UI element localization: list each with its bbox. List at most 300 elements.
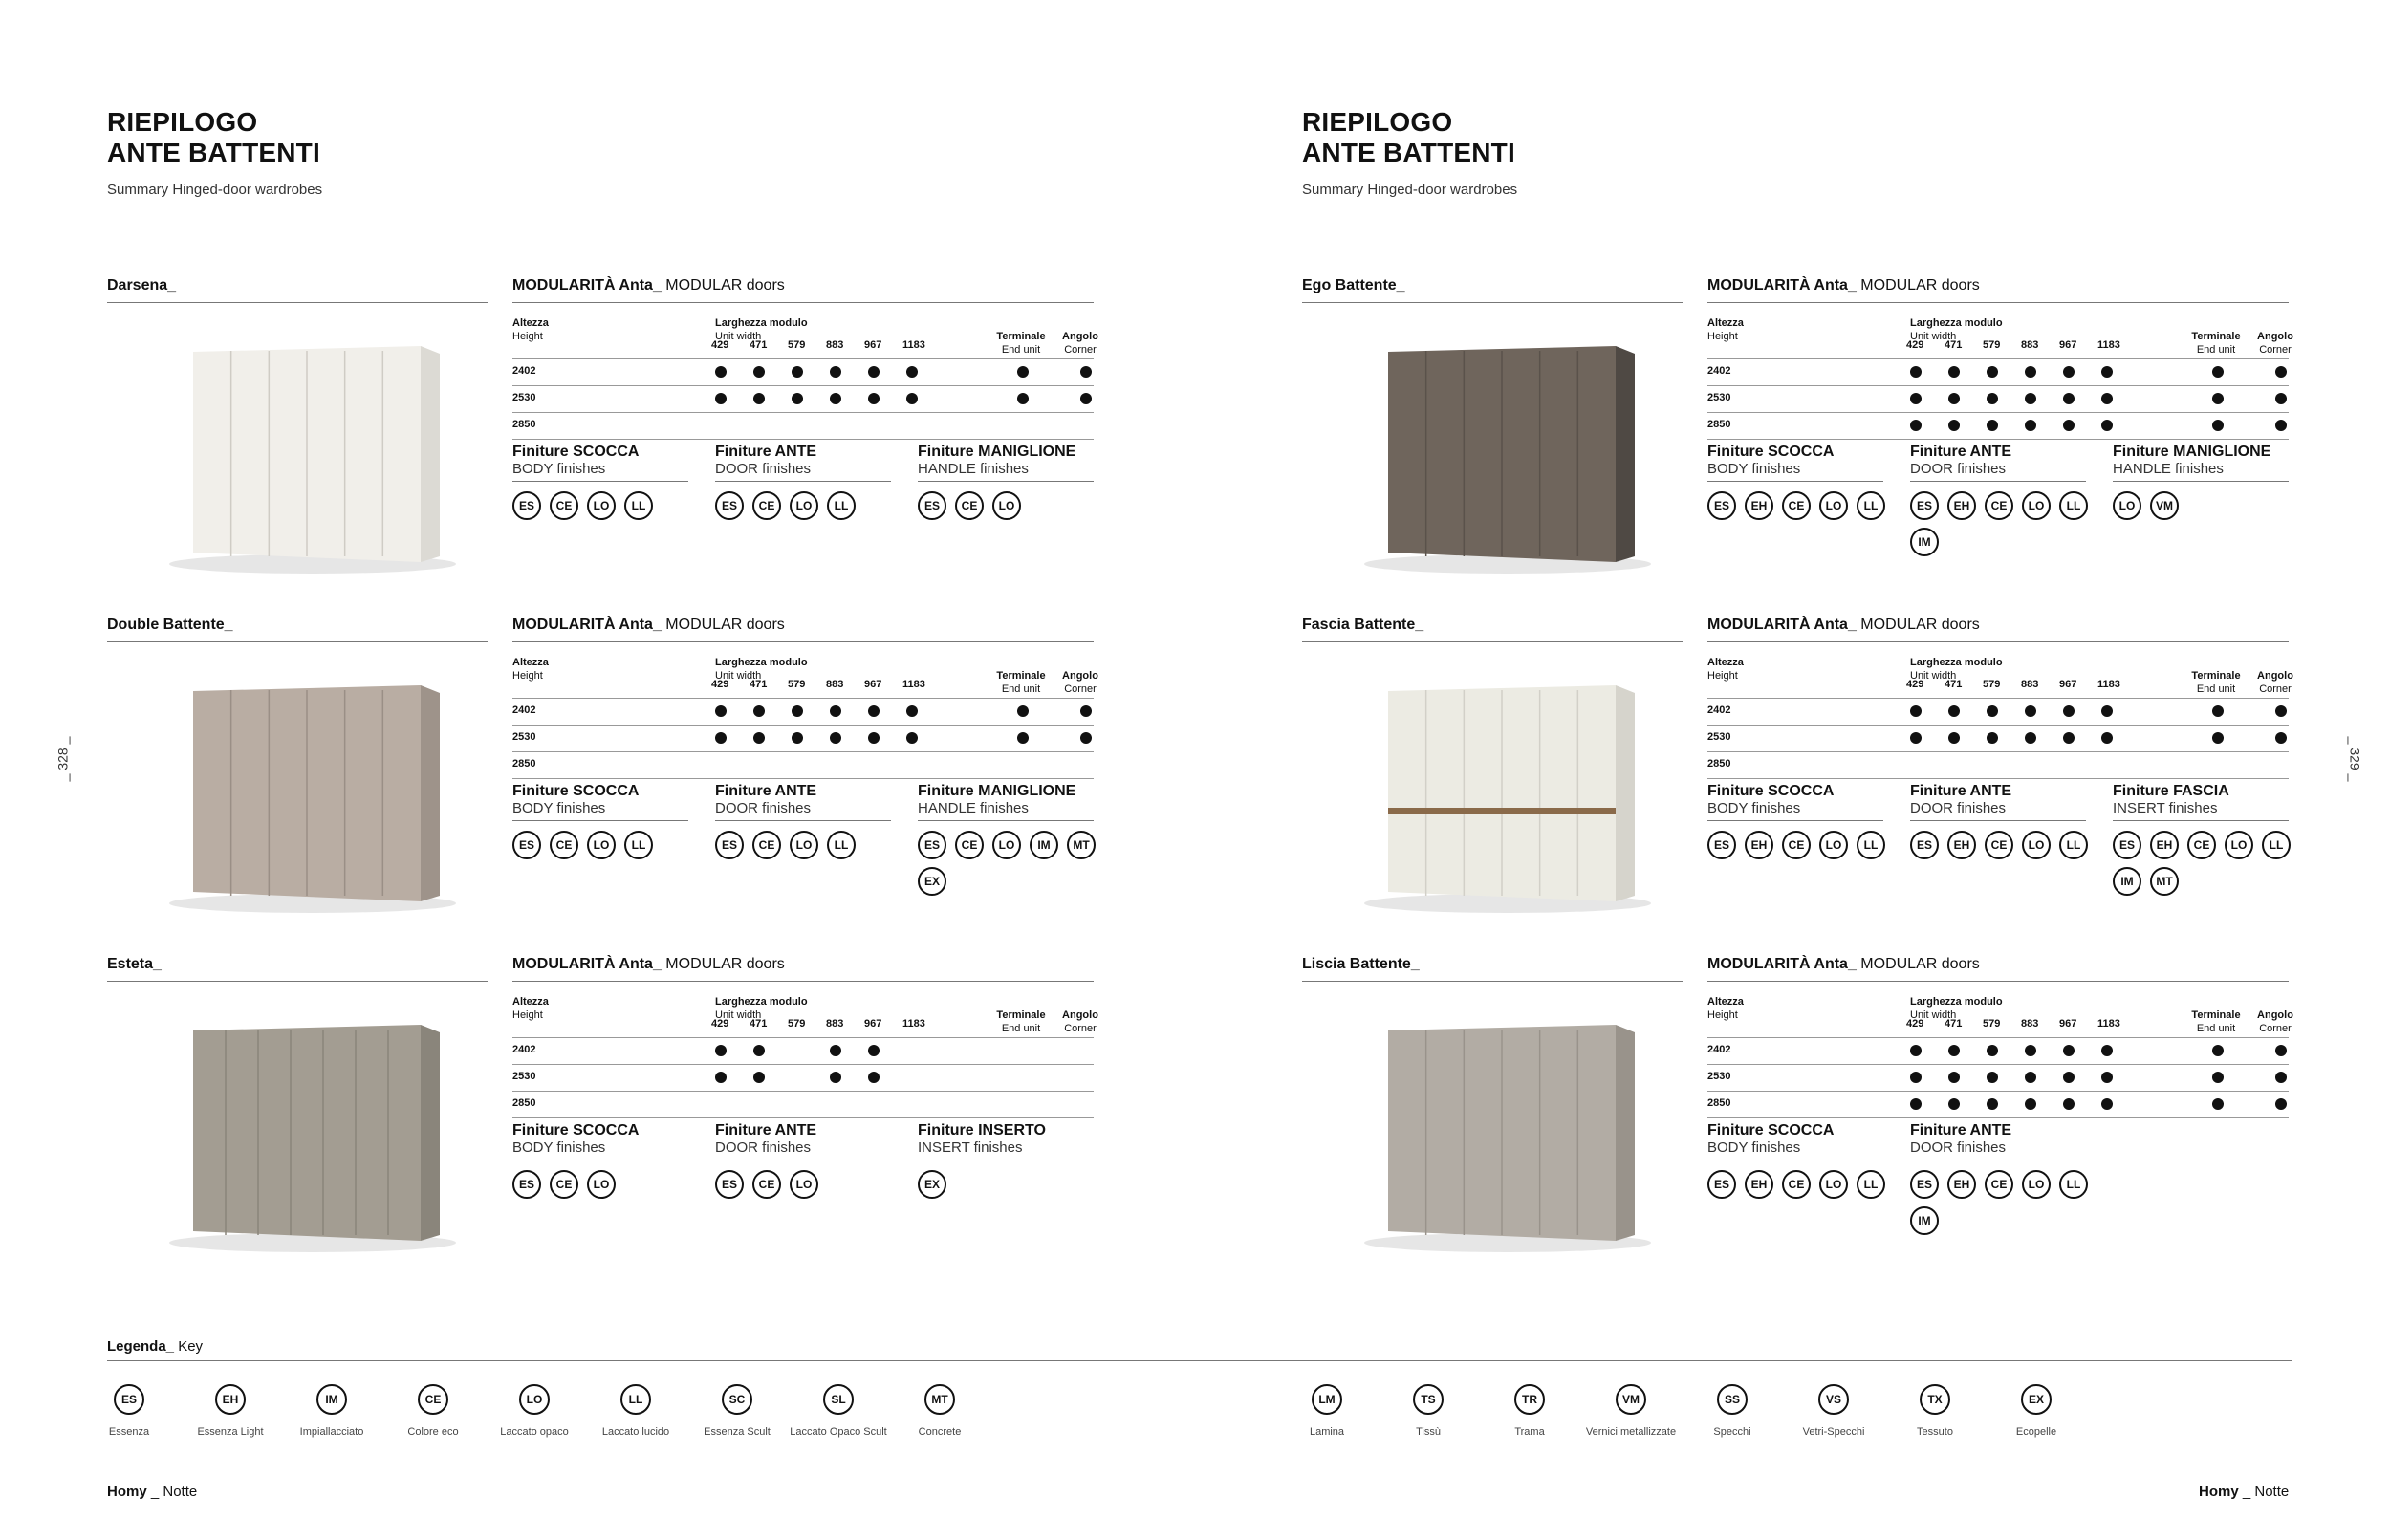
finish-sub: BODY finishes [1707, 461, 1883, 482]
product-image [155, 325, 461, 583]
finish-group [715, 444, 891, 520]
corner-sub: Corner [1064, 1023, 1097, 1034]
availability-dot [2025, 366, 2036, 378]
finish-code-badge: LL [2262, 831, 2291, 859]
height-sub: Height [512, 331, 543, 342]
finish-codes [918, 831, 1099, 896]
width-value: 471 [1945, 339, 1963, 351]
table-row [512, 385, 1094, 412]
finish-code-badge: ES [715, 831, 744, 859]
availability-dot [1987, 1072, 1998, 1083]
product-image [155, 1004, 461, 1262]
width-label: Larghezza modulo [1910, 996, 2003, 1008]
finish-codes [1707, 491, 1889, 520]
finish-code-badge: CE [1985, 1170, 2013, 1199]
availability-dot [1080, 366, 1092, 378]
table-header [512, 982, 1098, 1037]
finish-title: Finiture SCOCCA [1707, 444, 1835, 460]
availability-dot [1948, 393, 1960, 404]
finish-codes [512, 1170, 694, 1199]
availability-dot [753, 393, 765, 404]
finish-code-badge: CE [1985, 491, 2013, 520]
width-value: 471 [750, 679, 768, 690]
availability-dot [1910, 1072, 1922, 1083]
legend-code-badge: MT [924, 1384, 955, 1415]
finish-code-badge: EH [1745, 491, 1773, 520]
availability-dot [753, 1072, 765, 1083]
availability-dot [2025, 1045, 2036, 1056]
end-unit-header [987, 669, 1055, 696]
width-value: 471 [750, 1018, 768, 1030]
availability-dot [2101, 393, 2113, 404]
finish-title: Finiture MANIGLIONE [2113, 444, 2271, 460]
availability-dot [715, 366, 727, 378]
legend-code-badge: LO [519, 1384, 550, 1415]
finish-codes [512, 491, 694, 520]
availability-dot [906, 366, 918, 378]
finish-codes [2113, 491, 2294, 520]
finish-code-badge: MT [2150, 867, 2179, 896]
availability-dot [753, 1045, 765, 1056]
availability-dot [792, 393, 803, 404]
finish-group [1910, 1122, 2086, 1235]
product-block [107, 617, 1098, 951]
width-value: 967 [2059, 679, 2077, 690]
corner-label: Angolo [1062, 670, 1098, 682]
finish-code-badge: LO [2022, 1170, 2051, 1199]
table-row [512, 1064, 1094, 1091]
finish-group [1910, 444, 2086, 556]
height-header [512, 995, 549, 1022]
legend-item [1969, 1384, 2103, 1438]
corner-header [2249, 330, 2302, 357]
table-row [512, 751, 1094, 779]
product-image [1350, 1004, 1656, 1262]
legend-code-label: Vetri-Specchi [1802, 1426, 1865, 1438]
finish-code-badge: LL [827, 831, 856, 859]
legend-title-label: Legenda_ [107, 1338, 175, 1355]
product-name: Liscia Battente_ [1302, 956, 1683, 982]
availability-dot [868, 1072, 880, 1083]
modular-sub: MODULAR doors [665, 956, 785, 972]
legend-code-label: Laccato lucido [601, 1426, 670, 1438]
width-label: Larghezza modulo [715, 317, 808, 329]
product-name: Ego Battente_ [1302, 277, 1683, 303]
legend-code-badge: LM [1312, 1384, 1342, 1415]
wardrobe-image [155, 1004, 461, 1262]
legend-code-badge: TS [1413, 1384, 1444, 1415]
finish-code-badge: LL [1857, 491, 1885, 520]
wardrobe-image [1350, 1004, 1656, 1262]
end-sub: End unit [2196, 344, 2236, 356]
height-label: Altezza [1707, 996, 1744, 1008]
table-row [1707, 698, 2289, 725]
availability-dot [1948, 420, 1960, 431]
availability-dot [792, 366, 803, 378]
page-title [1302, 107, 1515, 168]
height-header [1707, 995, 1744, 1022]
availability-dot [906, 705, 918, 717]
finish-code-badge: EX [918, 1170, 946, 1199]
availability-dot [2275, 1045, 2287, 1056]
availability-dot [753, 732, 765, 744]
finish-codes [918, 491, 1099, 520]
availability-dot [2063, 366, 2075, 378]
width-value: 579 [1983, 1018, 2001, 1030]
finish-codes [1910, 831, 2092, 859]
product-block [1302, 956, 2293, 1291]
finish-sub: DOOR finishes [715, 1139, 891, 1160]
end-label: Terminale [2191, 1009, 2241, 1021]
product-block [1302, 277, 2293, 612]
finish-code-badge: CE [550, 831, 578, 859]
modular-sub: MODULAR doors [665, 277, 785, 293]
finish-sub: DOOR finishes [715, 461, 891, 482]
finish-code-badge: LO [587, 1170, 616, 1199]
height-sub: Height [512, 670, 543, 682]
finish-group [2113, 783, 2289, 896]
finish-code-badge: CE [2187, 831, 2216, 859]
height-label: Altezza [512, 657, 549, 668]
row-height: 2850 [512, 758, 536, 770]
title-line-1: RIEPILOGO [107, 107, 258, 137]
finish-group [918, 783, 1094, 896]
table-row [1707, 1064, 2289, 1091]
availability-table [1707, 358, 2289, 440]
legend-code-label: Essenza Scult [704, 1426, 771, 1438]
availability-dot [1948, 366, 1960, 378]
modular-heading [512, 956, 1094, 982]
finish-code-badge: ES [918, 831, 946, 859]
availability-dot [868, 705, 880, 717]
height-label: Altezza [1707, 317, 1744, 329]
availability-dot [2101, 1098, 2113, 1110]
width-value: 1183 [902, 679, 925, 690]
product-block [107, 956, 1098, 1291]
availability-dot [1910, 393, 1922, 404]
finish-code-badge: EH [1947, 491, 1976, 520]
table-row [512, 358, 1094, 385]
corner-label: Angolo [1062, 1009, 1098, 1021]
row-height: 2850 [512, 419, 536, 430]
product-block [1302, 617, 2293, 951]
finish-sub: BODY finishes [512, 1139, 688, 1160]
availability-dot [715, 393, 727, 404]
legend-code-label: Vernici metallizzate [1585, 1426, 1677, 1438]
finish-group [1910, 783, 2086, 859]
width-value: 429 [711, 679, 729, 690]
end-unit-header [2182, 669, 2250, 696]
availability-table [1707, 1037, 2289, 1118]
width-value: 579 [788, 339, 806, 351]
finish-code-badge: ES [1707, 491, 1736, 520]
finish-code-badge: EH [2150, 831, 2179, 859]
product-image [1350, 325, 1656, 583]
row-height: 2530 [1707, 392, 1731, 403]
availability-dot [715, 732, 727, 744]
finish-code-badge: LO [2225, 831, 2253, 859]
finish-title: Finiture SCOCCA [512, 1122, 640, 1139]
availability-dot [2101, 366, 2113, 378]
page-subtitle: Summary Hinged-door wardrobes [107, 182, 323, 198]
product-name: Darsena_ [107, 277, 488, 303]
finish-code-badge: LO [587, 831, 616, 859]
end-unit-header [987, 1009, 1055, 1035]
finish-code-badge: LL [624, 831, 653, 859]
row-height: 2402 [512, 1044, 536, 1055]
availability-dot [1948, 1072, 1960, 1083]
finish-group [512, 444, 688, 520]
corner-header [2249, 1009, 2302, 1035]
width-value: 883 [826, 1018, 844, 1030]
modular-heading [512, 617, 1094, 642]
table-header [1707, 642, 2293, 698]
modular-sub: MODULAR doors [1860, 956, 1980, 972]
availability-dot [2063, 393, 2075, 404]
finish-title: Finiture ANTE [715, 783, 817, 799]
finish-group [2113, 444, 2289, 520]
finish-codes [918, 1170, 1099, 1199]
finish-code-badge: ES [2113, 831, 2141, 859]
end-sub: End unit [1001, 1023, 1041, 1034]
right-page [1195, 0, 2390, 1540]
wardrobe-image [155, 664, 461, 922]
table-row [1707, 1091, 2289, 1118]
end-label: Terminale [996, 331, 1046, 342]
width-label: Larghezza modulo [1910, 657, 2003, 668]
width-value: 1183 [902, 339, 925, 351]
width-value: 1183 [2097, 339, 2120, 351]
row-height: 2530 [1707, 1071, 1731, 1082]
width-value: 883 [826, 679, 844, 690]
availability-dot [830, 705, 841, 717]
finish-title: Finiture ANTE [1910, 783, 2012, 799]
width-value: 429 [711, 339, 729, 351]
availability-dot [2275, 732, 2287, 744]
table-row [1707, 358, 2289, 385]
legend-code-label: Impiallacciato [299, 1426, 364, 1438]
availability-dot [2212, 1045, 2224, 1056]
height-header [1707, 656, 1744, 683]
finish-sub: INSERT finishes [2113, 800, 2289, 821]
footer-sep: _ [2238, 1484, 2255, 1500]
availability-table [512, 698, 1094, 779]
availability-dot [2275, 705, 2287, 717]
legend-code-label: Essenza [108, 1426, 150, 1438]
finish-code-badge: LL [827, 491, 856, 520]
availability-dot [830, 1045, 841, 1056]
finish-group [1707, 444, 1883, 520]
legend-code-badge: SS [1717, 1384, 1748, 1415]
finish-sub: BODY finishes [512, 461, 688, 482]
availability-dot [1948, 1045, 1960, 1056]
table-row [512, 1037, 1094, 1064]
finish-code-badge: VM [2150, 491, 2179, 520]
finish-sub: BODY finishes [1707, 800, 1883, 821]
finish-title: Finiture MANIGLIONE [918, 783, 1076, 799]
finish-code-badge: CE [1782, 1170, 1811, 1199]
modularity-spec [512, 956, 1098, 1191]
finish-code-badge: CE [550, 491, 578, 520]
availability-dot [1987, 366, 1998, 378]
availability-dot [715, 705, 727, 717]
finish-codes [1910, 1170, 2092, 1235]
finish-code-badge: EH [1947, 831, 1976, 859]
finish-code-badge: CE [752, 1170, 781, 1199]
row-height: 2530 [1707, 731, 1731, 743]
table-row [1707, 1037, 2289, 1064]
width-value: 579 [1983, 679, 2001, 690]
finish-code-badge: CE [550, 1170, 578, 1199]
modular-sub: MODULAR doors [665, 617, 785, 633]
finish-sub: DOOR finishes [715, 800, 891, 821]
modularity-spec [1707, 617, 2293, 888]
width-label: Larghezza modulo [715, 657, 808, 668]
wardrobe-image [155, 325, 461, 583]
availability-dot [868, 366, 880, 378]
end-label: Terminale [996, 1009, 1046, 1021]
modularity-spec [512, 277, 1098, 512]
table-row [1707, 412, 2289, 440]
availability-dot [1948, 1098, 1960, 1110]
finish-code-badge: EH [1745, 1170, 1773, 1199]
finish-codes [1707, 1170, 1889, 1199]
availability-dot [2025, 420, 2036, 431]
width-value: 967 [864, 339, 882, 351]
end-sub: End unit [1001, 683, 1041, 695]
legend-code-badge: VM [1616, 1384, 1646, 1415]
width-value: 429 [1906, 679, 1924, 690]
end-sub: End unit [1001, 344, 1041, 356]
width-sub: Unit width [715, 670, 762, 682]
legend-code-label: Specchi [1713, 1426, 1751, 1438]
finish-group [715, 783, 891, 859]
availability-dot [2063, 732, 2075, 744]
row-height: 2850 [1707, 758, 1731, 770]
row-height: 2530 [512, 1071, 536, 1082]
wardrobe-image [1350, 325, 1656, 583]
footer-brand: Homy [107, 1484, 147, 1500]
availability-dot [2063, 420, 2075, 431]
availability-dot [2025, 393, 2036, 404]
availability-dot [2275, 1072, 2287, 1083]
height-sub: Height [1707, 670, 1738, 682]
row-height: 2402 [512, 705, 536, 716]
finish-code-badge: IM [1910, 1206, 1939, 1235]
row-height: 2402 [1707, 705, 1731, 716]
product-image [1350, 664, 1656, 922]
availability-dot [2101, 705, 2113, 717]
availability-dot [1080, 732, 1092, 744]
finish-title: Finiture SCOCCA [1707, 1122, 1835, 1139]
availability-dot [2212, 732, 2224, 744]
availability-dot [2025, 1098, 2036, 1110]
table-row [1707, 725, 2289, 751]
height-header [512, 316, 549, 343]
availability-dot [2212, 1072, 2224, 1083]
availability-dot [1910, 732, 1922, 744]
finish-code-badge: CE [752, 491, 781, 520]
row-height: 2402 [512, 365, 536, 377]
finish-codes [512, 831, 694, 859]
legend-code-label: Lamina [1309, 1426, 1345, 1438]
finish-code-badge: LO [587, 491, 616, 520]
finish-codes [715, 831, 897, 859]
finish-group [918, 444, 1094, 520]
finish-codes [1910, 491, 2092, 556]
finish-code-badge: LL [2059, 1170, 2088, 1199]
row-height: 2402 [1707, 365, 1731, 377]
width-value: 883 [2021, 679, 2039, 690]
product-name: Double Battente_ [107, 617, 488, 642]
height-header [512, 656, 549, 683]
availability-dot [1987, 1045, 1998, 1056]
finish-code-badge: ES [715, 491, 744, 520]
end-unit-header [987, 330, 1055, 357]
finish-code-badge: EX [918, 867, 946, 896]
finish-code-badge: LO [790, 831, 818, 859]
width-value: 471 [750, 339, 768, 351]
availability-dot [2101, 420, 2113, 431]
height-sub: Height [512, 1009, 543, 1021]
width-value: 579 [788, 679, 806, 690]
width-value: 471 [1945, 1018, 1963, 1030]
legend-title [107, 1338, 2292, 1361]
availability-dot [1910, 705, 1922, 717]
availability-dot [2025, 1072, 2036, 1083]
title-line-2: ANTE BATTENTI [1302, 138, 1515, 167]
modular-heading [512, 277, 1094, 303]
finish-codes [2113, 831, 2294, 896]
height-label: Altezza [512, 317, 549, 329]
width-value: 429 [1906, 339, 1924, 351]
finish-sub: DOOR finishes [1910, 1139, 2086, 1160]
legend-code-label: Laccato Opaco Scult [790, 1426, 887, 1438]
modular-sub: MODULAR doors [1860, 277, 1980, 293]
corner-header [1054, 330, 1107, 357]
availability-dot [1017, 366, 1029, 378]
end-label: Terminale [2191, 331, 2241, 342]
finish-title: Finiture MANIGLIONE [918, 444, 1076, 460]
legend-code-badge: TX [1920, 1384, 1950, 1415]
finish-code-badge: MT [1067, 831, 1096, 859]
availability-dot [1987, 705, 1998, 717]
wardrobe-image [1350, 664, 1656, 922]
modularity-spec [512, 617, 1098, 888]
finish-code-badge: ES [1910, 1170, 1939, 1199]
width-value: 579 [1983, 339, 2001, 351]
legend-code-badge: TR [1514, 1384, 1545, 1415]
width-value: 1183 [2097, 1018, 2120, 1030]
finish-title: Finiture SCOCCA [512, 444, 640, 460]
corner-label: Angolo [1062, 331, 1098, 342]
finish-title: Finiture FASCIA [2113, 783, 2229, 799]
table-row [512, 412, 1094, 440]
height-sub: Height [1707, 331, 1738, 342]
availability-dot [906, 393, 918, 404]
finish-title: Finiture INSERTO [918, 1122, 1046, 1139]
height-sub: Height [1707, 1009, 1738, 1021]
row-height: 2850 [512, 1097, 536, 1109]
corner-sub: Corner [1064, 344, 1097, 356]
legend-code-label: Tessuto [1917, 1426, 1953, 1438]
finish-codes [715, 491, 897, 520]
legend-code-badge: SL [823, 1384, 854, 1415]
modular-heading [1707, 617, 2289, 642]
title-line-1: RIEPILOGO [1302, 107, 1453, 137]
row-height: 2402 [1707, 1044, 1731, 1055]
availability-dot [2101, 1072, 2113, 1083]
